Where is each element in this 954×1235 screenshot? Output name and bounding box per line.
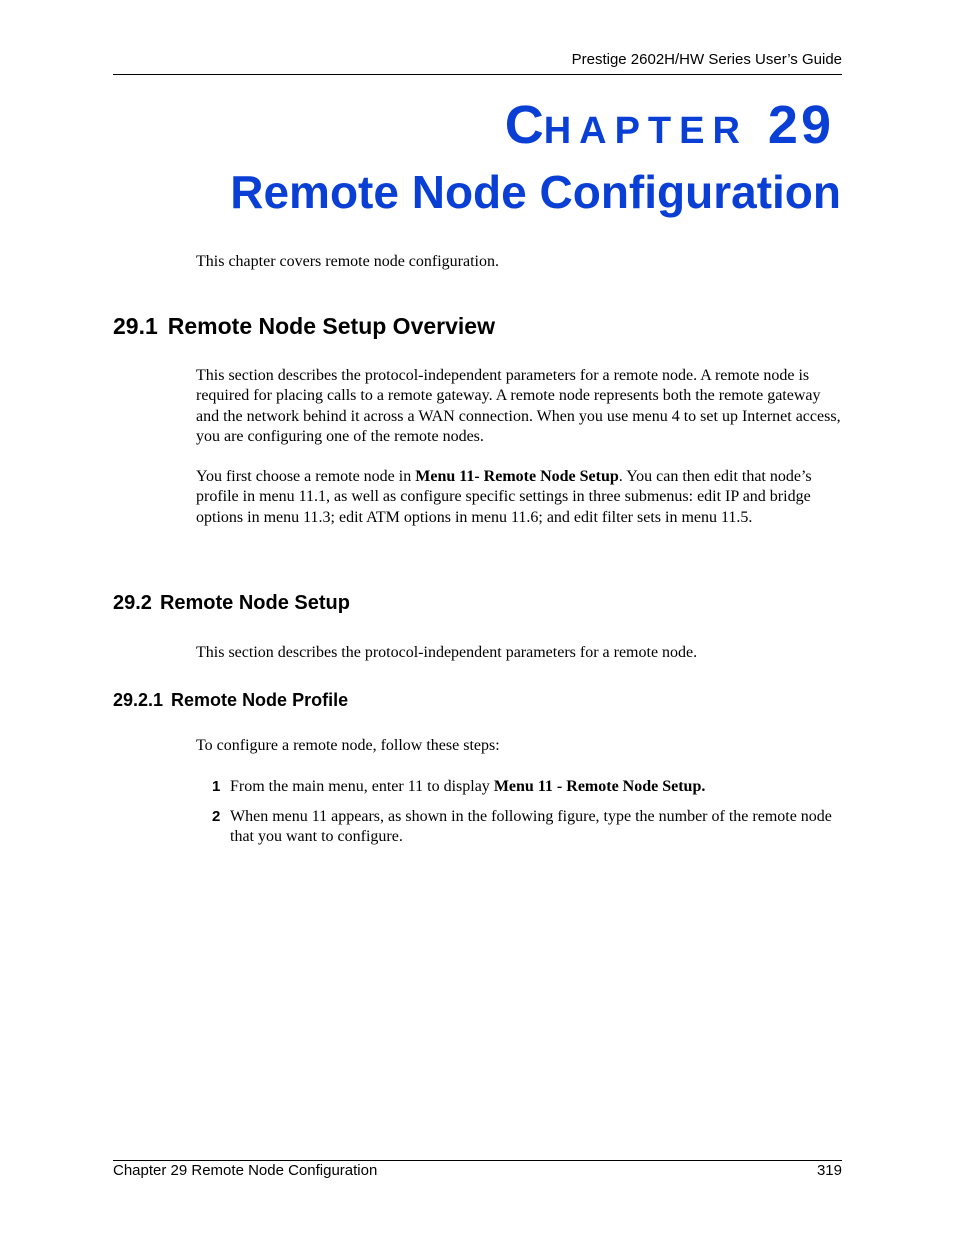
header-rule <box>113 74 842 75</box>
section-title: Remote Node Setup <box>159 592 350 614</box>
step-item <box>212 807 842 848</box>
section-title: Remote Node Setup Overview <box>167 313 495 339</box>
section-number: 29.1 <box>113 313 158 339</box>
section-heading-29-2 <box>113 592 350 615</box>
running-header-title: Prestige 2602H/HW Series User’s Guide <box>571 51 842 68</box>
chapter-label-initial: C <box>504 95 544 155</box>
menu-reference: Menu 11- Remote Node Setup <box>415 468 619 485</box>
section-2-1-paragraph: To configure a remote node, follow these steps: <box>196 737 500 754</box>
step-item <box>212 777 842 797</box>
footer-chapter-title: Chapter 29 Remote Node Configuration <box>113 1162 378 1179</box>
chapter-number: 29 <box>767 95 834 155</box>
chapter-label <box>504 95 834 155</box>
section-1-paragraph-1: This section describes the protocol-independent parameters for a remote node. A remote node is required for placing calls to a remote gateway. A remote node represents both the remote gateway and the network behind it across a WAN connection. When you use menu 4 to set up Internet access, you are configuring one of the remote nodes. <box>196 367 841 446</box>
step-number: 1 <box>212 778 221 795</box>
section-2-paragraph: This section describes the protocol-independent parameters for a remote node. <box>196 644 698 661</box>
page-number: 319 <box>816 1162 842 1179</box>
section-number: 29.2.1 <box>113 690 164 710</box>
step-text-part: From the main menu, enter 11 to display <box>230 778 494 795</box>
step-text-part: When menu 11 appears, as shown in the following figure, type the number of the remote node that you want to configure. <box>230 808 832 846</box>
section-1-paragraph-2 <box>196 467 844 528</box>
section-number: 29.2 <box>113 592 152 614</box>
step-text <box>230 807 842 848</box>
para-text: You first choose a remote node in <box>196 468 416 485</box>
section-title: Remote Node Profile <box>171 690 349 710</box>
chapter-title: Remote Node Configuration <box>230 166 841 218</box>
chapter-label-rest: HAPTER <box>543 110 748 152</box>
section-heading-29-2-1 <box>113 690 348 711</box>
step-number: 2 <box>212 808 221 825</box>
step-text <box>230 777 842 797</box>
menu-reference: Menu 11 - Remote Node Setup. <box>493 778 706 795</box>
intro-paragraph: This chapter covers remote node configuration. <box>196 253 499 270</box>
footer-rule <box>113 1160 842 1161</box>
para-text: . You can then edit that node’s profile in menu 11.1, as well as configure specific settings in three submenus: edit IP and bridge options in menu 11.3; edit ATM options in menu 11.6; and edit filter sets in menu 11.5. <box>196 468 812 526</box>
section-heading-29-1 <box>113 313 495 340</box>
